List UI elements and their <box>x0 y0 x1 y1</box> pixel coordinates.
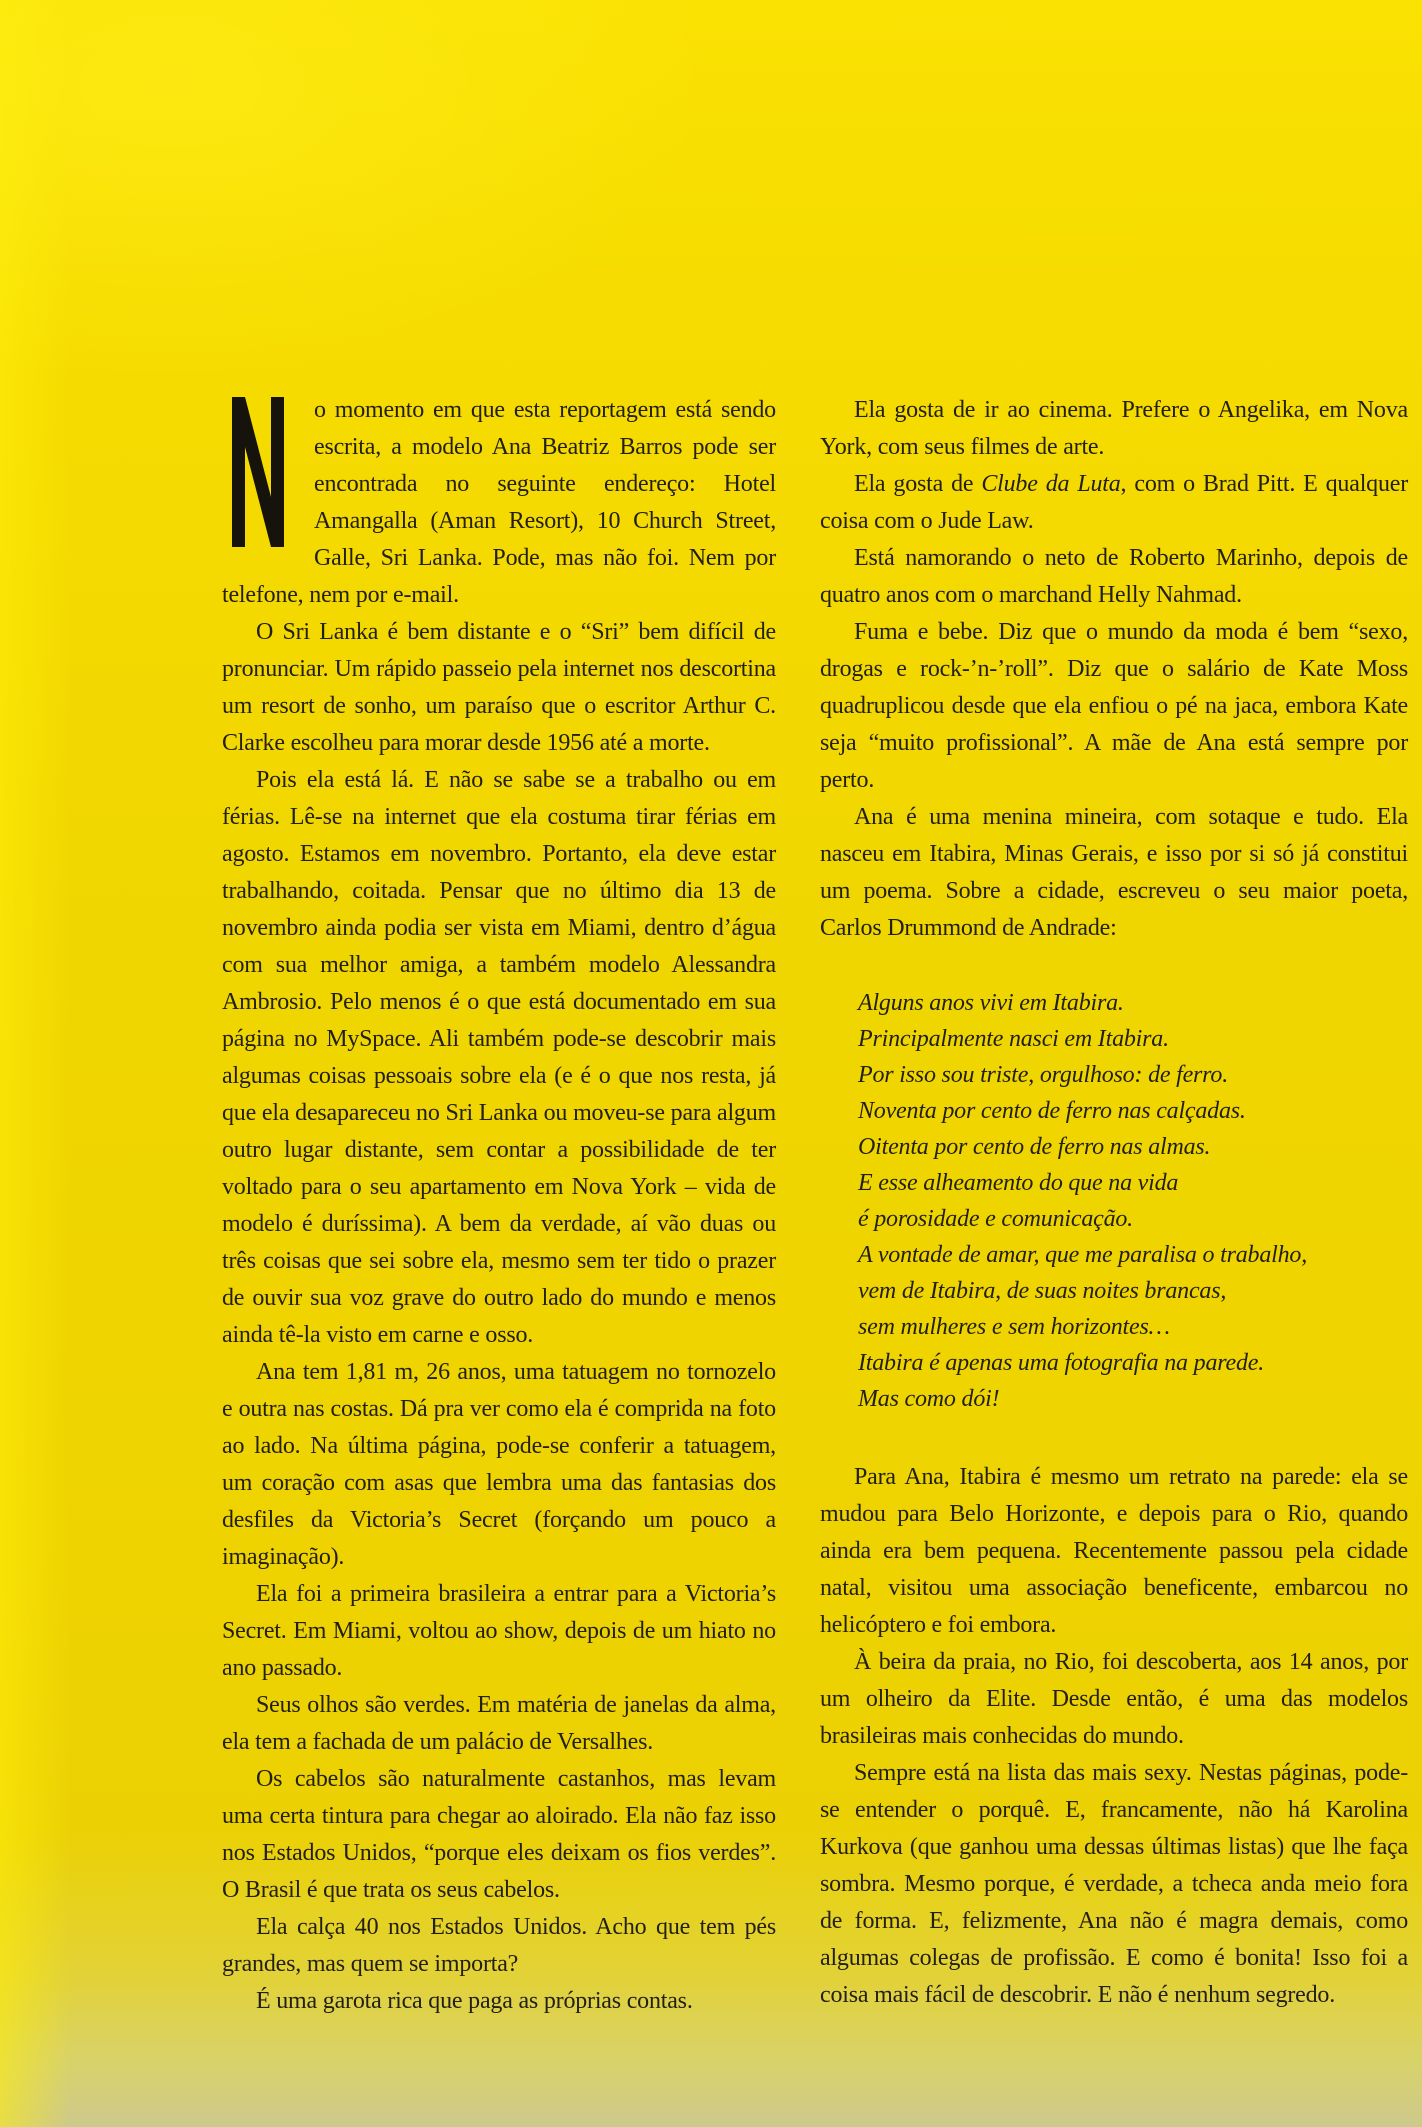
poem-line: E esse alheamento do que na vida <box>858 1170 1179 1196</box>
poem-line: Por isso sou triste, orgulhoso: de ferro. <box>858 1062 1229 1088</box>
paragraph: Para Ana, Itabira é mesmo um retrato na parede: ela se mudou para Belo Horizonte, e depois para o Rio, quando ainda era bem pequena. Recentemente passou pela cidade natal, visitou uma associação beneficente, embarcou no helicóptero e foi embora. <box>820 1464 1408 1638</box>
movie-title: Clube da Luta <box>981 471 1121 497</box>
paragraph <box>820 466 1408 540</box>
poem-line: Alguns anos vivi em Itabira. <box>858 990 1124 1016</box>
article-body <box>222 392 1408 2020</box>
poem-line: A vontade de amar, que me paralisa o trabalho, <box>858 1242 1307 1268</box>
left-column <box>222 392 776 2020</box>
poem-line: é porosidade e comunicação. <box>858 1206 1133 1232</box>
paragraph: É uma garota rica que paga as próprias contas. <box>256 1988 693 2014</box>
poem-line: Itabira é apenas uma fotografia na parede. <box>858 1350 1265 1376</box>
paragraph: À beira da praia, no Rio, foi descoberta, aos 14 anos, por um olheiro da Elite. Desde então, é uma das modelos brasileiras mais conhecidas do mundo. <box>820 1649 1408 1749</box>
poem-block <box>820 985 1408 1417</box>
paragraph: Está namorando o neto de Roberto Marinho, depois de quatro anos com o marchand Helly Nahmad. <box>820 545 1408 608</box>
poem-line: Mas como dói! <box>858 1386 1000 1412</box>
paragraph: O Sri Lanka é bem distante e o “Sri” bem difícil de pronunciar. Um rápido passeio pela internet nos descortina um resort de sonho, um paraíso que o escritor Arthur C. Clarke escolheu para morar desde 1956 até a morte. <box>222 619 776 756</box>
paragraph: Seus olhos são verdes. Em matéria de janelas da alma, ela tem a fachada de um palácio de Versalhes. <box>222 1692 776 1755</box>
paragraph: Ela gosta de ir ao cinema. Prefere o Angelika, em Nova York, com seus filmes de arte. <box>820 397 1408 460</box>
right-column <box>820 392 1408 2020</box>
paragraph: Pois ela está lá. E não se sabe se a trabalho ou em férias. Lê-se na internet que ela costuma tirar férias em agosto. Estamos em novembro. Portanto, ela deve estar trabalhando, coitada. Pensar que no último dia 13 de novembro ainda podia ser vista em Miami, dentro d’água com sua melhor amiga, a também modelo Alessandra Ambrosio. Pelo menos é o que está documentado em sua página no MySpace. Ali também pode-se descobrir mais algumas coisas pessoais sobre ela (e é o que nos resta, já que ela desapareceu no Sri Lanka ou moveu-se para algum outro lugar distante, sem contar a possibilidade de ter voltado para o seu apartamento em Nova York – vida de modelo é duríssima). A bem da verdade, aí vão duas ou três coisas que sei sobre ela, mesmo sem ter tido o prazer de ouvir sua voz grave do outro lado do mundo e menos ainda tê-la visto em carne e osso. <box>222 767 776 1348</box>
paragraph: Ana é uma menina mineira, com sotaque e tudo. Ela nasceu em Itabira, Minas Gerais, e isso por si só já constitui um poema. Sobre a cidade, escreveu o seu maior poeta, Carlos Drummond de Andrade: <box>820 804 1408 941</box>
poem-line: vem de Itabira, de suas noites brancas, <box>858 1278 1227 1304</box>
opening-paragraph <box>222 392 776 614</box>
dropcap-n-glyph <box>226 397 290 547</box>
poem-line: Noventa por cento de ferro nas calçadas. <box>858 1098 1246 1124</box>
paragraph: Ela calça 40 nos Estados Unidos. Acho que tem pés grandes, mas quem se importa? <box>222 1914 776 1977</box>
poem-line: sem mulheres e sem horizontes… <box>858 1314 1170 1340</box>
paragraph-text: Ela gosta de <box>854 471 982 497</box>
paragraph-text: o momento em que esta reportagem está sendo escrita, a modelo Ana Beatriz Barros pode ser encontrada no seguinte endereço: Hotel Amangalla (Aman Resort), 10 Church Street, Galle, Sri Lanka. Pode, mas não foi. Nem por telefone, nem por e-mail. <box>222 397 776 608</box>
paragraph: Sempre está na lista das mais sexy. Nestas páginas, pode-se entender o porquê. E, francamente, não há Karolina Kurkova (que ganhou uma dessas últimas listas) que lhe faça sombra. Mesmo porque, é verdade, a tcheca anda meio fora de forma. E, felizmente, Ana não é magra demais, como algumas colegas de profissão. E como é bonita! Isso foi a coisa mais fácil de descobrir. E não é nenhum segredo. <box>820 1760 1408 2008</box>
paragraph: Ela foi a primeira brasileira a entrar para a Victoria’s Secret. Em Miami, voltou ao show, depois de um hiato no ano passado. <box>222 1581 776 1681</box>
paragraph: Fuma e bebe. Diz que o mundo da moda é bem “sexo, drogas e rock-’n-’roll”. Diz que o salário de Kate Moss quadruplicou desde que ela enfiou o pé na jaca, embora Kate seja “muito profissional”. A mãe de Ana está sempre por perto. <box>820 619 1408 793</box>
paragraph: Ana tem 1,81 m, 26 anos, uma tatuagem no tornozelo e outra nas costas. Dá pra ver como ela é comprida na foto ao lado. Na última página, pode-se conferir a tatuagem, um coração com asas que lembra uma das fantasias dos desfiles da Victoria’s Secret (forçando um pouco a imaginação). <box>222 1359 776 1570</box>
paragraph: Os cabelos são naturalmente castanhos, mas levam uma certa tintura para chegar ao aloirado. Ela não faz isso nos Estados Unidos, “porque eles deixam os fios verdes”. O Brasil é que trata os seus cabelos. <box>222 1766 776 1903</box>
poem-line: Oitenta por cento de ferro nas almas. <box>858 1134 1211 1160</box>
paragraph-text: , com o Brad Pitt. E qualquer coisa com o Jude Law. <box>820 471 1409 534</box>
dropcap-letter-n <box>226 397 290 547</box>
poem-line: Principalmente nasci em Itabira. <box>858 1026 1169 1052</box>
